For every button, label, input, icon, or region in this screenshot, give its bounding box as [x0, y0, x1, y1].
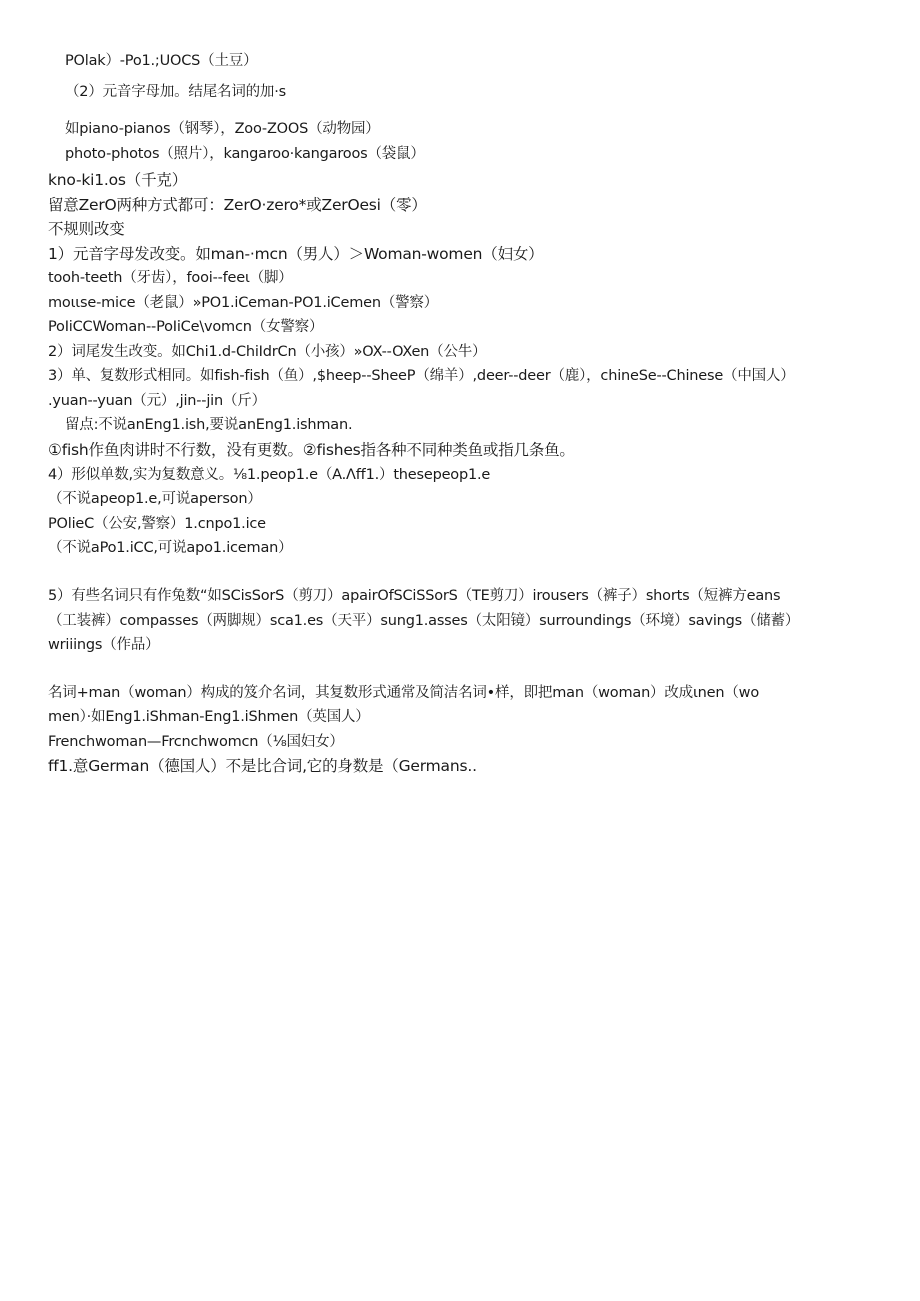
text-line: 留意ZerO两种方式都可：ZerO·zero*或ZerOesi（零） [48, 196, 427, 214]
text-line: Frenchwoman—Frcnchwomcn（⅛国妇女） [48, 734, 344, 750]
text-line: 留点:不说anEng1.ish,要说anEng1.ishman. [65, 417, 353, 433]
text-line: ff1.意German（德国人）不是比合词,它的身数是（Germans.. [48, 757, 477, 775]
text-line: moιιse-mice（老鼠）»PO1.iCeman-PO1.iCemen（警察） [48, 295, 439, 311]
text-line: 2）词尾发生改变。如Chi1.d-ChiIdrCn（小孩）»OX--OXen（公牛） [48, 344, 487, 360]
text-line: （不说apeop1.e,可说aperson） [48, 491, 262, 507]
text-line: 5）有些名词只有作兔数“如SCisSorS（剪刀）apairOfSCiSSorS（TE剪刀）irousers（裤子）shorts（短裤方eans [48, 588, 781, 604]
section-heading: 不规则改变 [48, 220, 125, 238]
text-line: PoIiCCWoman--PoIiCe\vomcn（女警察） [48, 319, 324, 335]
text-line: 名词+man（woman）构成的笈介名词，其复数形式通常及简洁名词•样，即把man（woman）改成ιnen（wo [48, 685, 759, 701]
text-line: （2）元音字母加。结尾名词的加·s [65, 84, 286, 100]
text-line: 如piano-pianos（钢琴），Zoo-ZOOS（动物园） [65, 121, 380, 137]
text-line: photo-photos（照片），kangaroo·kangaroos（袋鼠） [65, 146, 425, 162]
text-line: （工装裤）compasses（两脚规）sca1.es（天平）sung1.asses（太阳镜）surroundings（环境）savings（储蓄） [48, 613, 800, 629]
text-line: .yuan--yuan（元）,jin--jin（斤） [48, 393, 266, 409]
text-line: ①fish作鱼肉讲时不行数，没有更数。②fishes指各种不同种类鱼或指几条鱼。 [48, 441, 575, 459]
text-line: tooh-teeth（牙齿），fooi--feeι（脚） [48, 270, 293, 286]
text-line: POlak）-Po1.;UOCS（土豆） [65, 53, 258, 69]
text-line: wriiings（作品） [48, 637, 160, 653]
text-line: 3）单、复数形式相同。如fish-fish（鱼）,$heep--SheeP（绵羊）,deer--deer（鹿），chineSe--Chinese（中国人） [48, 368, 795, 384]
text-line: POlieC（公安,警察）1.cnpo1.ice [48, 516, 266, 532]
text-line: 4）形似单数,实为复数意义。⅛1.peop1.e（A.Λff1.）thesepeop1.e [48, 467, 491, 483]
text-line: （不说aPo1.iCC,可说apo1.iceman） [48, 540, 293, 556]
text-line: men）·如Eng1.iShman-Eng1.iShmen（英国人） [48, 709, 370, 725]
text-line: 1）元音字母发改变。如man-·mcn（男人）＞Woman-women（妇女） [48, 245, 544, 263]
text-line: kno-ki1.os（千克） [48, 171, 187, 189]
